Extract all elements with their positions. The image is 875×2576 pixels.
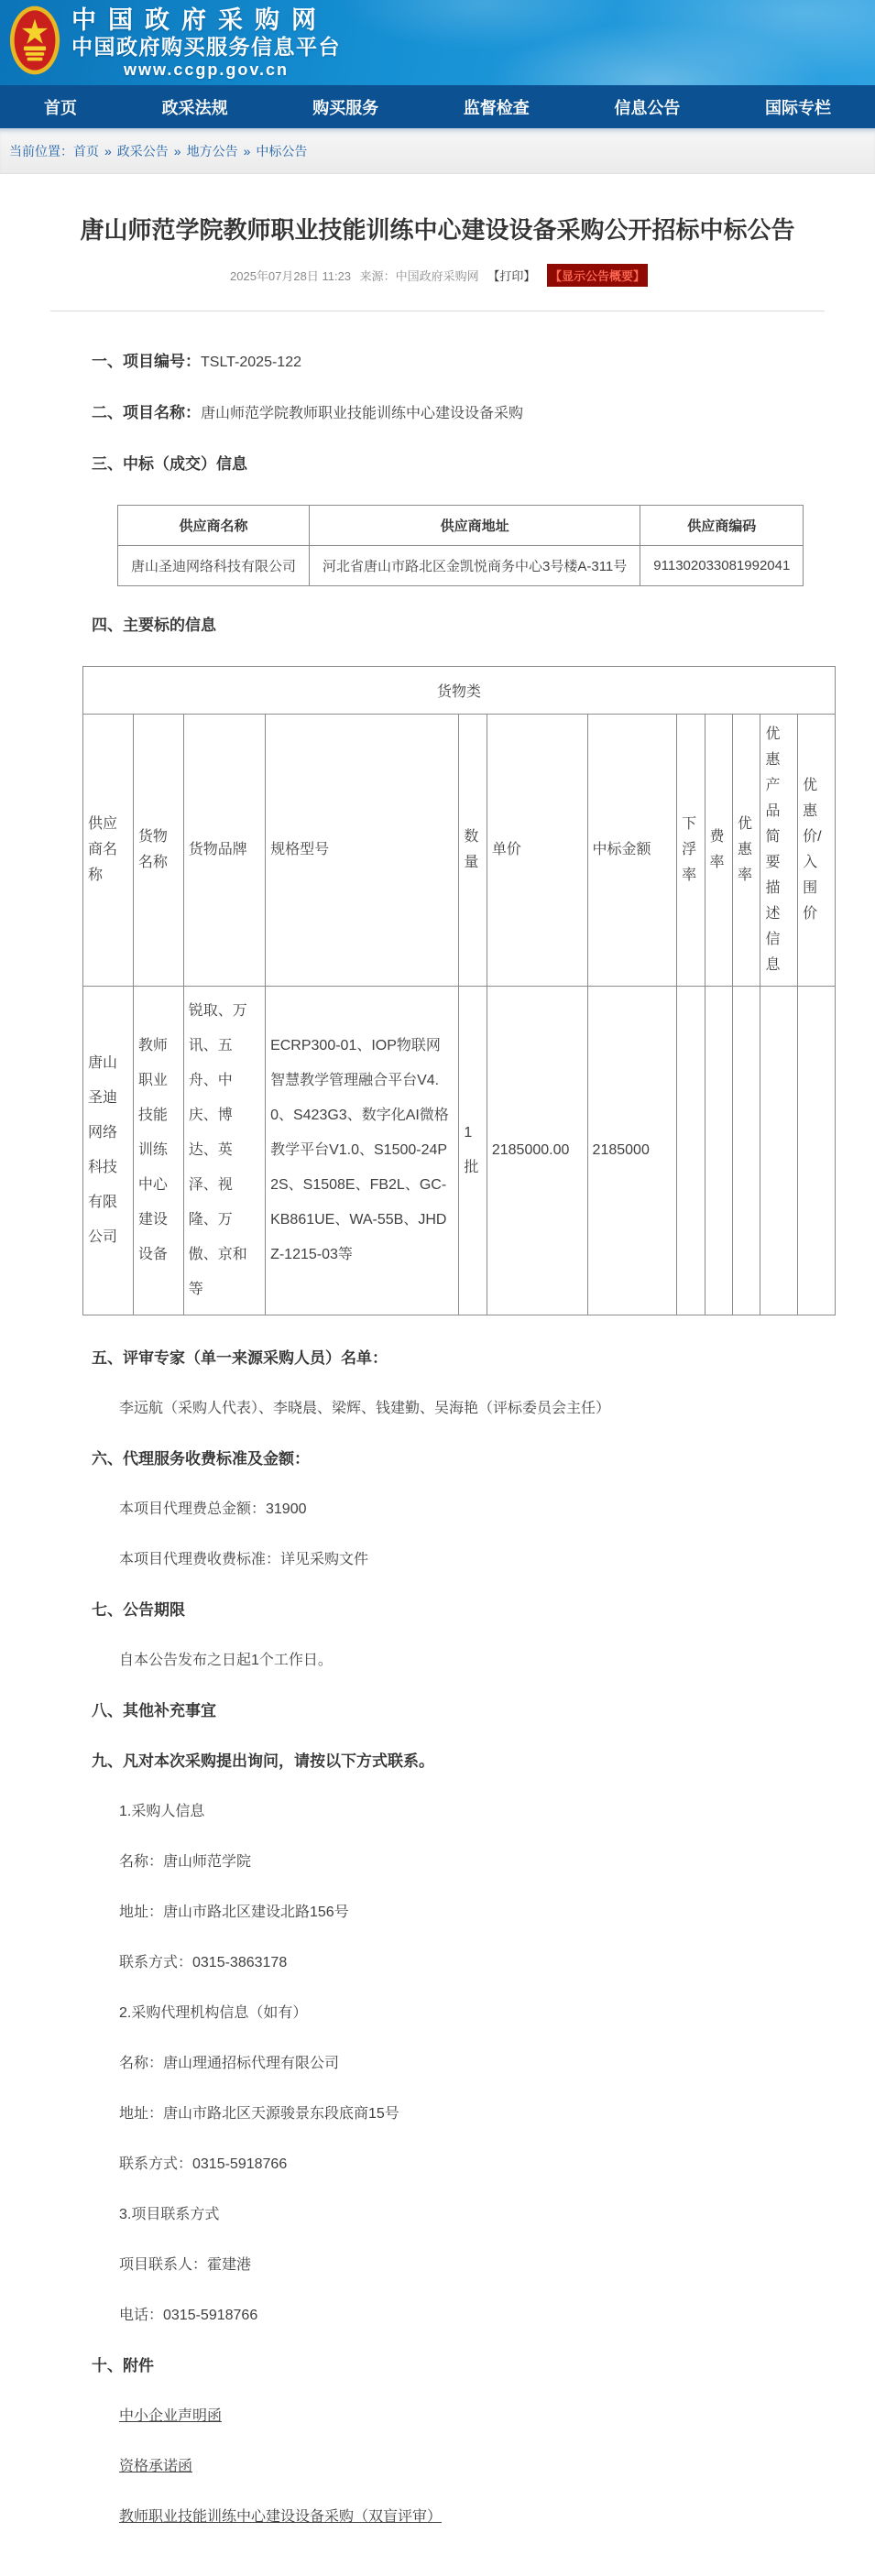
page-title: 唐山师范学院教师职业技能训练中心建设设备采购公开招标中标公告 bbox=[80, 216, 795, 244]
table-row bbox=[118, 546, 804, 586]
breadcrumb-separator: » bbox=[173, 143, 181, 158]
main-nav bbox=[0, 85, 875, 128]
site-titles bbox=[71, 6, 341, 80]
publish-datetime: 2025年07月28日 11:23 bbox=[230, 269, 352, 283]
nav-item-home[interactable]: 首页 bbox=[44, 98, 77, 117]
article-source: 来源：中国政府采购网 bbox=[359, 269, 479, 283]
show-summary-button[interactable]: 【显示公告概要】 bbox=[547, 264, 648, 287]
breadcrumb-separator: » bbox=[243, 143, 251, 158]
col-discount-rate: 下浮率 bbox=[677, 715, 705, 987]
nav-item-announcements[interactable]: 信息公告 bbox=[614, 98, 681, 117]
col-goods-brand: 货物品牌 bbox=[183, 715, 265, 987]
section-main-items-heading: 四、主要标的信息 bbox=[92, 617, 216, 634]
preferential-price-cell bbox=[798, 987, 836, 1315]
section-label: 一、项目编号： bbox=[92, 353, 201, 370]
article-meta bbox=[32, 264, 843, 287]
agency-info-title: 2.采购代理机构信息（如有） bbox=[119, 2005, 308, 2021]
goods-name-cell: 教师职业技能训练中心建设设备 bbox=[133, 987, 183, 1315]
purchaser-address: 地址：唐山市路北区建设北路156号 bbox=[119, 1905, 349, 1920]
attachment-blind-review[interactable]: 教师职业技能训练中心建设设备采购（双盲评审） bbox=[119, 2509, 443, 2525]
experts-list: 李远航（采购人代表）、李晓晨、梁辉、钱建勤、吴海艳（评标委员会主任） bbox=[119, 1401, 611, 1416]
agency-name: 名称：唐山理通招标代理有限公司 bbox=[119, 2056, 340, 2071]
category-header-cell: 货物类 bbox=[83, 667, 836, 715]
col-preferential-desc: 优惠产品简要描述信息 bbox=[760, 715, 798, 987]
attachment-qualification-letter[interactable]: 资格承诺函 bbox=[119, 2459, 193, 2474]
breadcrumb-separator: » bbox=[104, 143, 112, 158]
supplier-name-cell: 唐山圣迪网络科技有限公司 bbox=[118, 546, 310, 586]
supplier-code-cell: 911302033081992041 bbox=[640, 546, 804, 586]
project-contact-title: 3.项目联系方式 bbox=[119, 2207, 220, 2222]
supplier-address-cell: 河北省唐山市路北区金凯悦商务中心3号楼A-311号 bbox=[310, 546, 640, 586]
site-name-primary: 中国政府采购网 bbox=[71, 5, 328, 34]
purchaser-phone: 联系方式：0315-3863178 bbox=[119, 1955, 288, 1970]
unit-price-cell: 2185000.00 bbox=[487, 987, 587, 1315]
goods-brand-cell: 锐取、万讯、五舟、中庆、博达、英泽、视隆、万傲、京和等 bbox=[183, 987, 265, 1315]
breadcrumb-local-notices[interactable]: 地方公告 bbox=[186, 143, 238, 158]
purchaser-info-title: 1.采购人信息 bbox=[119, 1804, 205, 1819]
table-header-cell: 供应商地址 bbox=[310, 506, 640, 546]
section-project-number bbox=[92, 352, 843, 372]
col-quantity: 数量 bbox=[459, 715, 487, 987]
col-spec-model: 规格型号 bbox=[266, 715, 459, 987]
section-agency-fee-heading: 六、代理服务收费标准及金额： bbox=[92, 1450, 310, 1468]
project-name-value: 唐山师范学院教师职业技能训练中心建设设备采购 bbox=[201, 406, 524, 421]
table-header-row bbox=[118, 506, 804, 546]
preferential-rate-cell bbox=[733, 987, 760, 1315]
breadcrumb bbox=[0, 128, 875, 174]
spec-model-cell: ECRP300-01、IOP物联网智慧教学管理融合平台V4.0、S423G3、数字化AI微格教学平台V1.0、S1500-24P2S、S1508E、FB2L、GC-KB861UE、WA-55B、JHDZ-1215-03等 bbox=[266, 987, 459, 1315]
agency-fee-total: 本项目代理费总金额：31900 bbox=[119, 1501, 307, 1517]
award-table bbox=[117, 505, 804, 586]
notice-period-body: 自本公告发布之日起1个工作日。 bbox=[119, 1653, 333, 1668]
section-other-matters-heading: 八、其他补充事宜 bbox=[92, 1702, 216, 1719]
items-table bbox=[82, 666, 836, 1315]
breadcrumb-award-notices[interactable]: 中标公告 bbox=[256, 143, 308, 158]
section-notice-period-heading: 七、公告期限 bbox=[92, 1601, 185, 1619]
table-header-cell: 供应商编码 bbox=[640, 506, 804, 546]
col-preferential-rate: 优惠率 bbox=[733, 715, 760, 987]
site-name-secondary: 中国政府购买服务信息平台 bbox=[71, 34, 341, 59]
nav-item-regulations[interactable]: 政采法规 bbox=[161, 98, 228, 117]
col-award-amount: 中标金额 bbox=[587, 715, 677, 987]
breadcrumb-home[interactable]: 首页 bbox=[73, 143, 99, 158]
agency-phone: 联系方式：0315-5918766 bbox=[119, 2156, 288, 2172]
section-attachments-heading: 十、附件 bbox=[92, 2357, 154, 2374]
agency-fee-standard: 本项目代理费收费标准：详见采购文件 bbox=[119, 1552, 369, 1567]
article-head bbox=[32, 214, 843, 311]
col-fee-rate: 费率 bbox=[705, 715, 732, 987]
project-contact-phone: 电话：0315-5918766 bbox=[119, 2308, 258, 2323]
nav-item-international[interactable]: 国际专栏 bbox=[764, 98, 831, 117]
quantity-cell: 1批 bbox=[459, 987, 487, 1315]
national-emblem-icon bbox=[9, 5, 60, 81]
award-amount-cell: 2185000 bbox=[587, 987, 677, 1315]
col-supplier-name: 供应商名称 bbox=[83, 715, 134, 987]
col-unit-price: 单价 bbox=[487, 715, 587, 987]
table-header-cell: 供应商名称 bbox=[118, 506, 310, 546]
category-row bbox=[83, 667, 836, 715]
supplier-name-cell: 唐山圣迪网络科技有限公司 bbox=[83, 987, 134, 1315]
fee-rate-cell bbox=[705, 987, 732, 1315]
items-header-row bbox=[83, 715, 836, 987]
breadcrumb-procurement-notices[interactable]: 政采公告 bbox=[116, 143, 169, 158]
purchaser-name: 名称：唐山师范学院 bbox=[119, 1854, 252, 1870]
section-award-info-heading: 三、中标（成交）信息 bbox=[92, 455, 247, 473]
article bbox=[0, 174, 875, 2576]
nav-item-purchase-services[interactable]: 购买服务 bbox=[312, 98, 379, 117]
section-experts-heading: 五、评审专家（单一来源采购人员）名单： bbox=[92, 1349, 388, 1367]
agency-address: 地址：唐山市路北区天源骏景东段底商15号 bbox=[119, 2106, 399, 2122]
discount-rate-cell bbox=[677, 987, 705, 1315]
project-contact-person: 项目联系人：霍建港 bbox=[119, 2257, 252, 2273]
preferential-desc-cell bbox=[760, 987, 798, 1315]
site-url: www.ccgp.gov.cn bbox=[123, 60, 290, 79]
nav-item-supervision[interactable]: 监督检查 bbox=[463, 98, 530, 117]
col-goods-name: 货物名称 bbox=[133, 715, 183, 987]
col-preferential-price: 优惠价/入围价 bbox=[798, 715, 836, 987]
site-header bbox=[0, 0, 875, 85]
project-number-value: TSLT-2025-122 bbox=[201, 355, 301, 370]
breadcrumb-prefix: 当前位置： bbox=[9, 143, 73, 158]
print-button[interactable]: 【打印】 bbox=[487, 269, 536, 283]
section-project-name bbox=[92, 403, 843, 423]
section-label: 二、项目名称： bbox=[92, 404, 201, 421]
attachment-sme-declaration[interactable]: 中小企业声明函 bbox=[119, 2408, 223, 2424]
section-contact-heading: 九、凡对本次采购提出询问，请按以下方式联系。 bbox=[92, 1752, 434, 1770]
items-data-row bbox=[83, 987, 836, 1315]
